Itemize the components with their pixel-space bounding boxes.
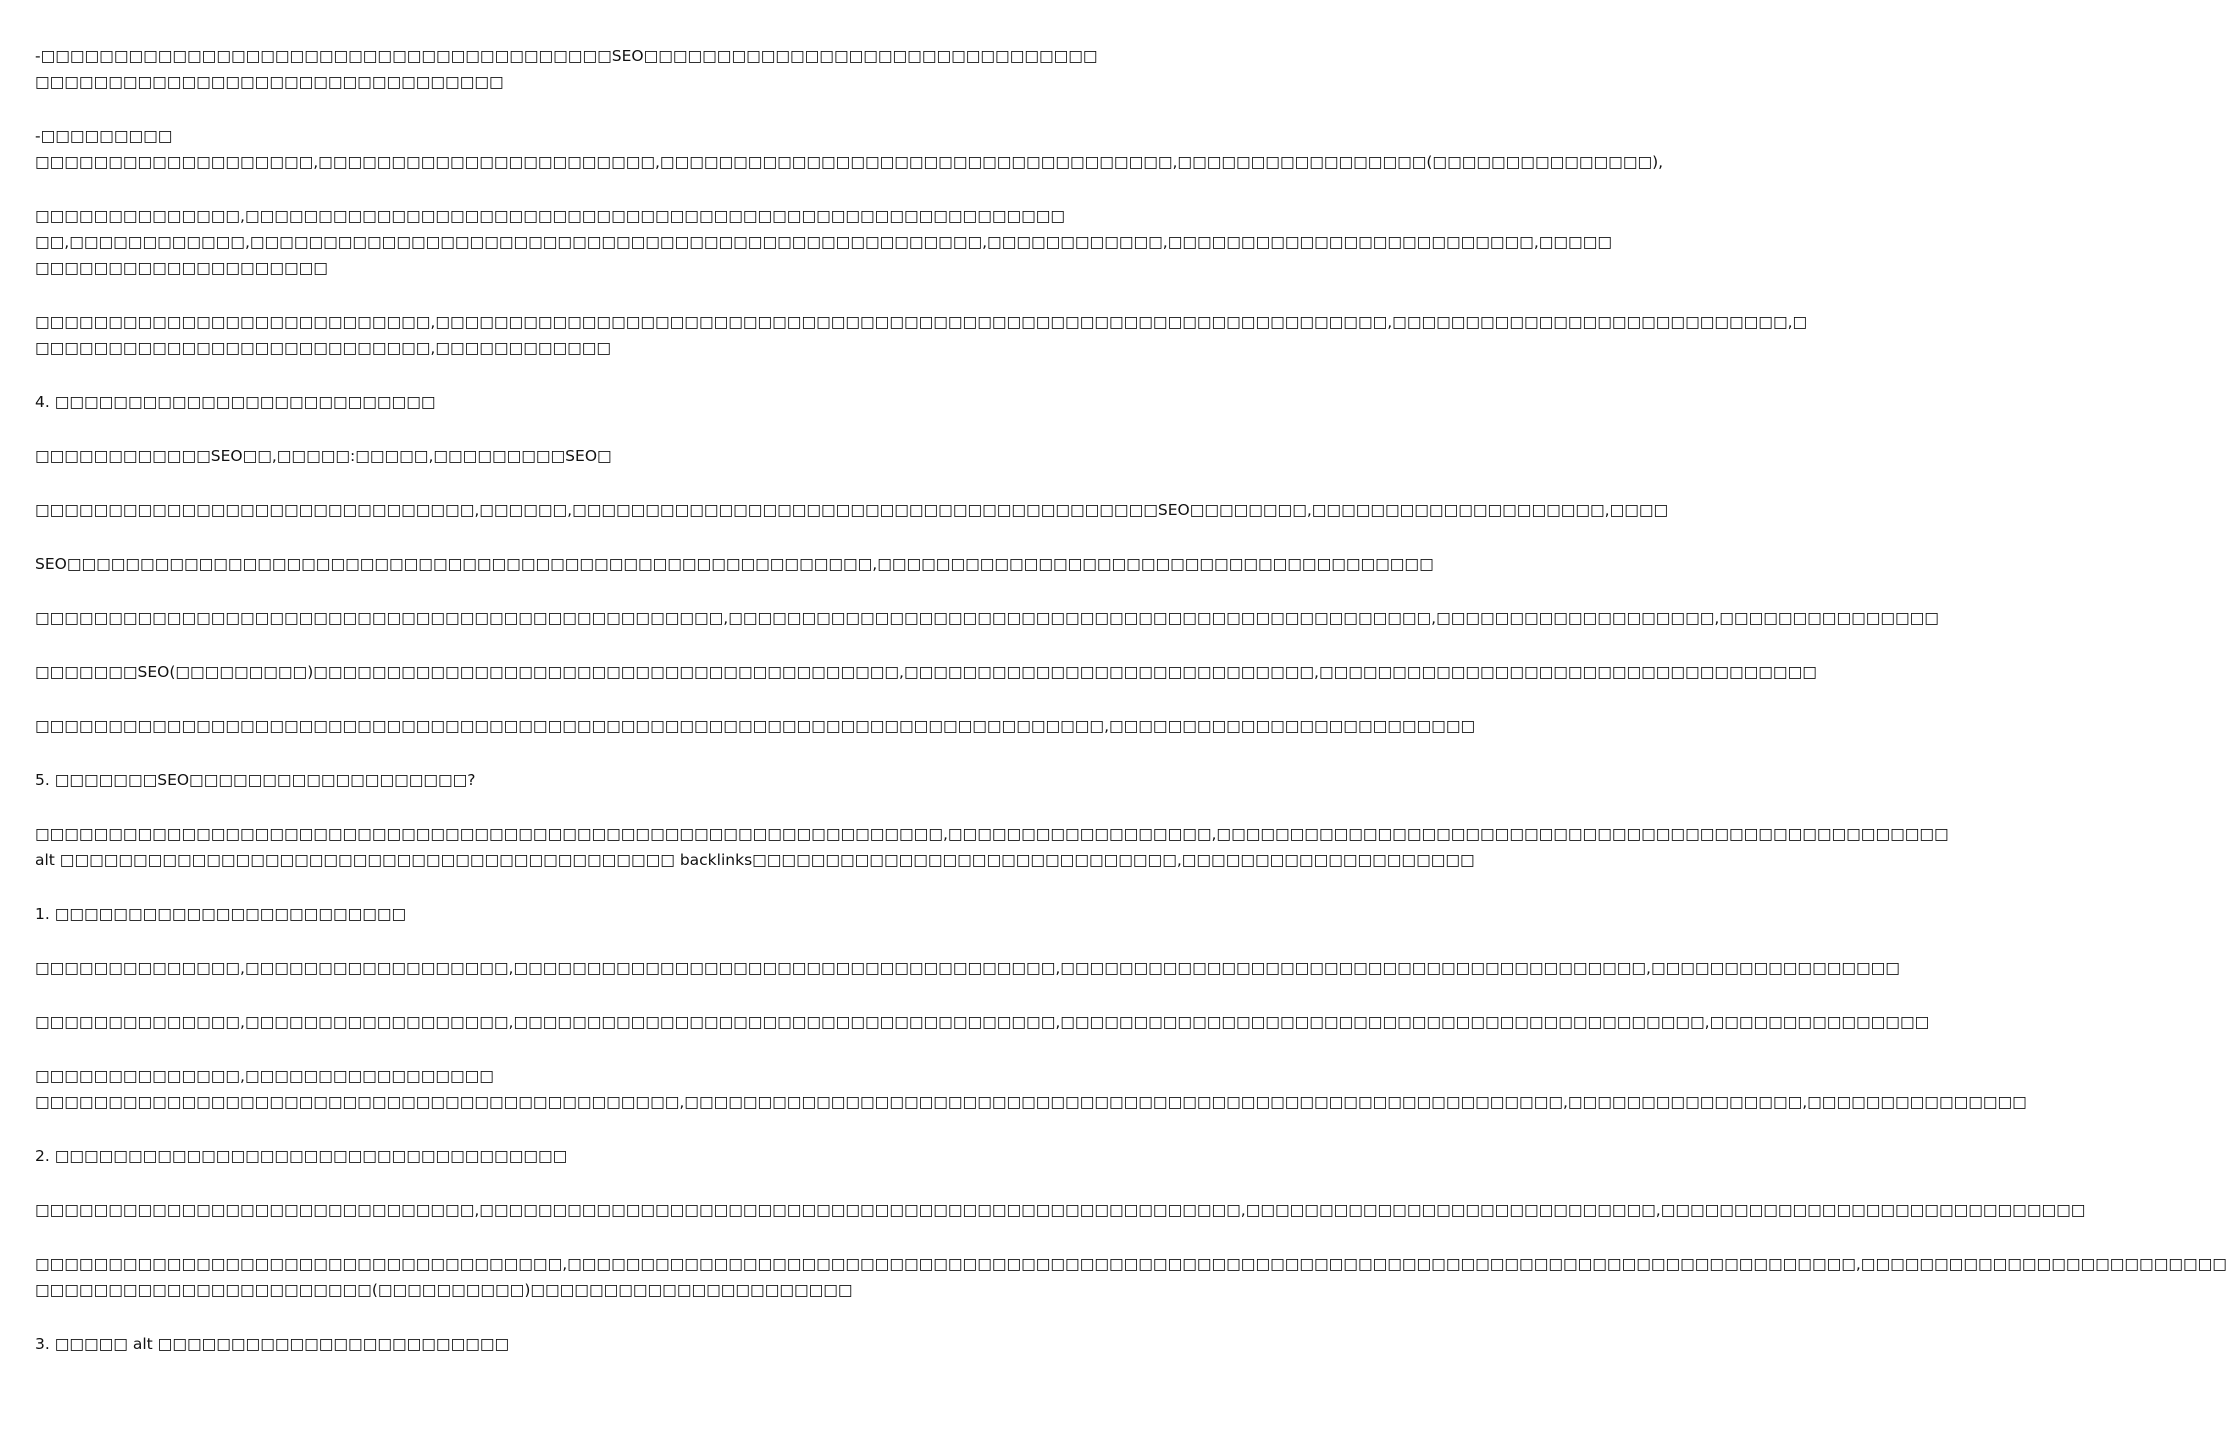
text-line: alt □□□□□□□□□□□□□□□□□□□□□□□□□□□□□□□□□□□□□□□□□□ backlinks□□□□□□□□□□□□□□□□□□□□□□□□□□□□□,□□□□□□□□□□□□□□□□□□□□	[35, 851, 1475, 869]
paragraph	[35, 203, 1612, 281]
text-line: -□□□□□□□□□□□□□□□□□□□□□□□□□□□□□□□□□□□□□□□SEO□□□□□□□□□□□□□□□□□□□□□□□□□□□□□□□	[35, 47, 1098, 65]
text-line: -□□□□□□□□□	[35, 127, 173, 145]
text-line: □□□□□□□□□□□□□□□□□□□□□□□□□□□□□□,□□□□□□□□□□□□□□□□□□□□□□□□□□□□□□□□□□□□□□□□□□□□□□□□□□□□,□□□□□□□□□□□□□□□□□□□□□□□□□□□□,□□□□□□□□□□□□□□□□□□□□□□□□□□□□□	[35, 1201, 2086, 1219]
text-line: 1. □□□□□□□□□□□□□□□□□□□□□□□□	[35, 905, 407, 923]
text-line: □□□□□□□□□□□□□□□□□□□□□□□(□□□□□□□□□□)□□□□□□□□□□□□□□□□□□□□□□	[35, 1281, 853, 1299]
text-line: □□□□□□□□□□□□□□,□□□□□□□□□□□□□□□□□□,□□□□□□□□□□□□□□□□□□□□□□□□□□□□□□□□□□□□□,□□□□□□□□□□□□□□□□□□□□□□□□□□□□□□□□□□□□□□□□,□□□□□□□□□□□□□□□□□	[35, 959, 1900, 977]
paragraph	[35, 767, 990, 793]
text-line: SEO□□□□□□□□□□□□□□□□□□□□□□□□□□□□□□□□□□□□□□□□□□□□□□□□□□□□□□□,□□□□□□□□□□□□□□□□□□□□□□□□□□□□□□□□□□□□□□	[35, 555, 1434, 573]
text-line: □□,□□□□□□□□□□□□,□□□□□□□□□□□□□□□□□□□□□□□□□□□□□□□□□□□□□□□□□□□□□□□□□□,□□□□□□□□□□□□,□□□□□□□□□□□□□□□□□□□□□□□□□,□□□□□	[35, 233, 1612, 251]
text-line: □□□□□□□□□□□□□□□□□□□,□□□□□□□□□□□□□□□□□□□□□□□,□□□□□□□□□□□□□□□□□□□□□□□□□□□□□□□□□□□,□□□□□□□□□□□□□□□□□(□□□□□□□□□□□□□□□),	[35, 153, 1664, 171]
text-line: 4. □□□□□□□□□□□□□□□□□□□□□□□□□□	[35, 393, 436, 411]
text-line: □□□□□□□□□□□□SEO□□,□□□□□:□□□□□,□□□□□□□□□SEO□	[35, 447, 612, 465]
text-line: □□□□□□□□□□□□□□,□□□□□□□□□□□□□□□□□□,□□□□□□□□□□□□□□□□□□□□□□□□□□□□□□□□□□□□□,□□□□□□□□□□□□□□□□□□□□□□□□□□□□□□□□□□□□□□□□□□□□,□□□□□□□□□□□□□□□	[35, 1013, 1930, 1031]
text-line: □□□□□□□□□□□□□□□□□□□□□□□□□□□□□□□□□□□□□□□□□□□□□□□□□□□□□□□□□□□□□□,□□□□□□□□□□□□□□□□□□,□□□□□□□□□□□□□□□□□□□□□□□□□□□□□□□□□□□□□□□□□□□□□□□□□□	[35, 825, 1949, 843]
text-line: □□□□□□□□□□□□□□□□□□□□□□□□□□□□□□,□□□□□□,□□□□□□□□□□□□□□□□□□□□□□□□□□□□□□□□□□□□□□□□SEO□□□□□□□□,□□□□□□□□□□□□□□□□□□□□,□□□□	[35, 501, 1669, 519]
paragraph	[35, 551, 1434, 577]
text-line: □□□□□□□□□□□□□□□□□□□□□□□□□□□□□□□□□□□□,□□□□□□□□□□□□□□□□□□□□□□□□□□□□□□□□□□□□□□□□□□□□□□□□□□□□□□□□□□□□□□□□□□□□□□□□□□□□□□□□□□□□□□□□,□□□□□□□□□□□□□□□□□□□□□□□□□	[35, 1255, 2227, 1273]
paragraph	[35, 821, 1949, 873]
text-line: 5. □□□□□□□SEO□□□□□□□□□□□□□□□□□□□?	[35, 771, 476, 789]
text-line: □□□□□□□□□□□□□□□□□□□□□□□□□□□,□□□□□□□□□□□□□□□□□□□□□□□□□□□□□□□□□□□□□□□□□□□□□□□□□□□□□□□□□□□□□□□□□,□□□□□□□□□□□□□□□□□□□□□□□□□□□,□	[35, 313, 1808, 331]
text-line: □□□□□□□□□□□□□□□□□□□□	[35, 259, 328, 277]
paragraph	[35, 1009, 1930, 1035]
document-body	[35, 43, 2227, 1385]
paragraph	[35, 955, 1900, 981]
paragraph	[35, 1143, 990, 1169]
paragraph	[35, 605, 1939, 631]
paragraph	[35, 123, 1664, 175]
text-line: □□□□□□□□□□□□□□,□□□□□□□□□□□□□□□□□□□□□□□□□□□□□□□□□□□□□□□□□□□□□□□□□□□□□□□□	[35, 207, 1066, 225]
text-line: □□□□□□□□□□□□□□□□□□□□□□□□□□□□□□□□□□□□□□□□□□□□□□□,□□□□□□□□□□□□□□□□□□□□□□□□□□□□□□□□□□□□□□□□□□□□□□□□,□□□□□□□□□□□□□□□□□□□,□□□□□□□□□□□□□□□	[35, 609, 1939, 627]
text-line: □□□□□□□□□□□□□□□□□□□□□□□□□□□,□□□□□□□□□□□□	[35, 339, 612, 357]
paragraph	[35, 389, 990, 415]
text-line: □□□□□□□□□□□□□□□□□□□□□□□□□□□□□□□□□□□□□□□□□□□□,□□□□□□□□□□□□□□□□□□□□□□□□□□□□□□□□□□□□□□□□□□□□□□□□□□□□□□□□□□□□,□□□□□□□□□□□□□□□□,□□□□□□□□□□□□□□□	[35, 1093, 2027, 1111]
text-line: □□□□□□□SEO(□□□□□□□□□)□□□□□□□□□□□□□□□□□□□□□□□□□□□□□□□□□□□□□□□□,□□□□□□□□□□□□□□□□□□□□□□□□□□□□,□□□□□□□□□□□□□□□□□□□□□□□□□□□□□□□□□□	[35, 663, 1817, 681]
text-line: □□□□□□□□□□□□□□□□□□□□□□□□□□□□□□□□	[35, 73, 504, 91]
text-line: 2. □□□□□□□□□□□□□□□□□□□□□□□□□□□□□□□□□□□	[35, 1147, 568, 1165]
paragraph	[35, 1197, 2086, 1223]
paragraph	[35, 43, 1098, 95]
paragraph	[35, 1331, 990, 1357]
paragraph	[35, 659, 1817, 685]
paragraph	[35, 713, 1476, 739]
paragraph	[35, 1251, 2227, 1303]
paragraph	[35, 497, 1669, 523]
paragraph	[35, 443, 990, 469]
paragraph	[35, 1063, 2027, 1115]
text-line: □□□□□□□□□□□□□□□□□□□□□□□□□□□□□□□□□□□□□□□□□□□□□□□□□□□□□□□□□□□□□□□□□□□□□□□□□,□□□□□□□□□□□□□□□□□□□□□□□□□	[35, 717, 1476, 735]
paragraph	[35, 309, 1808, 361]
text-line: □□□□□□□□□□□□□□,□□□□□□□□□□□□□□□□□	[35, 1067, 494, 1085]
paragraph	[35, 901, 990, 927]
text-line: 3. □□□□□ alt □□□□□□□□□□□□□□□□□□□□□□□□	[35, 1335, 510, 1353]
